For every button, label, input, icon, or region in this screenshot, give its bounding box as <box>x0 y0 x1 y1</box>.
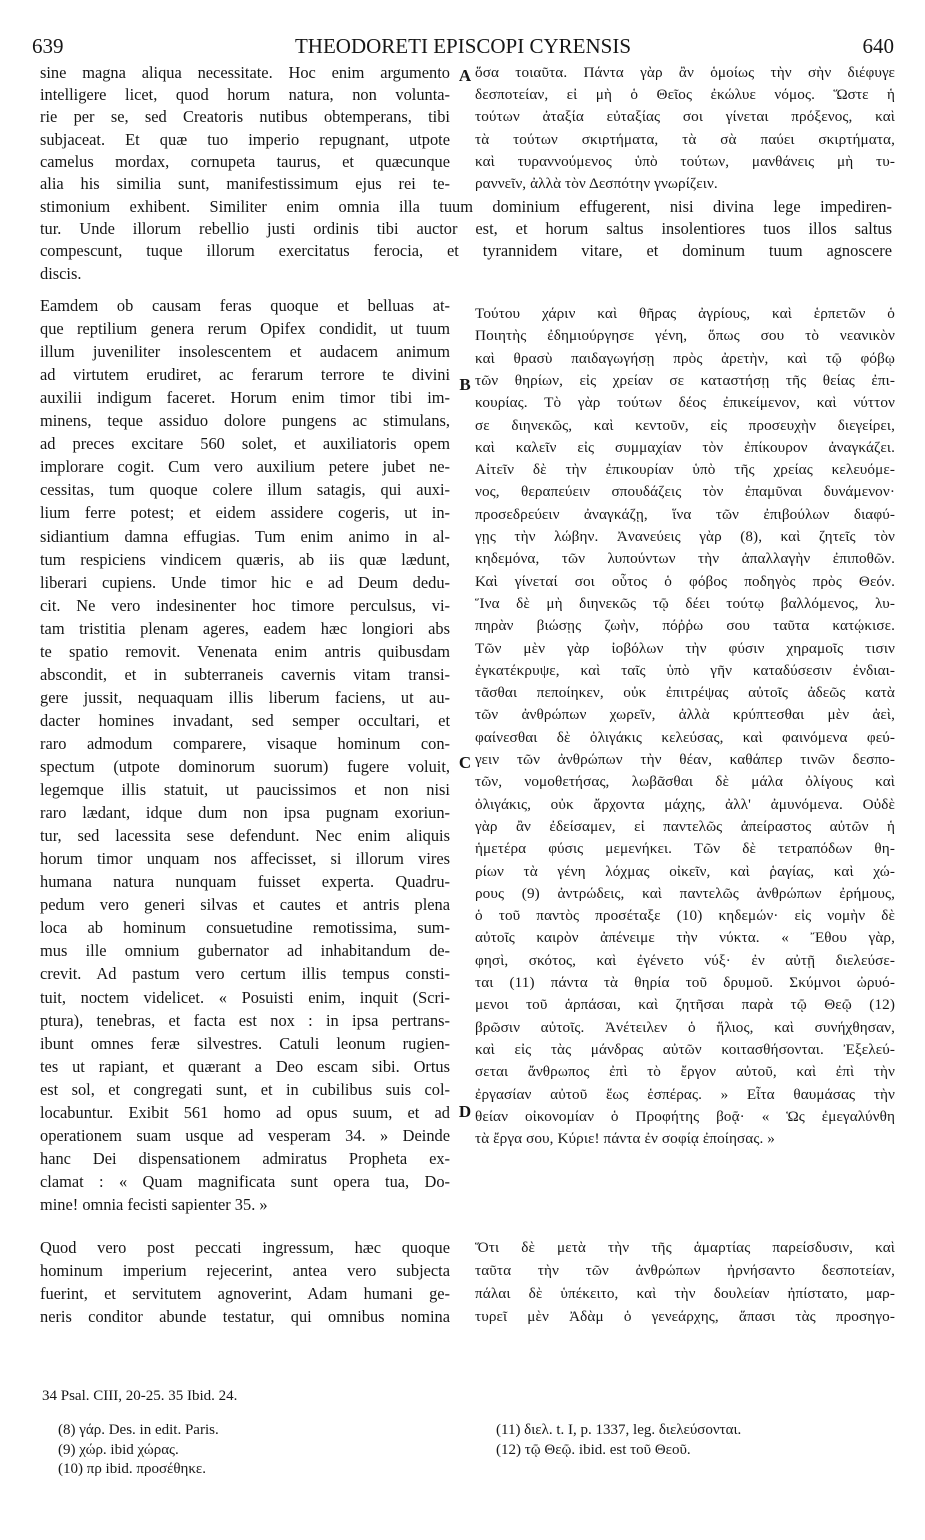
latin-line: hanc Dei dispensationem admiratus Propheta ex- <box>40 1148 450 1168</box>
greek-line: Τούτου χάριν καὶ θῆρας ἀγρίους, καὶ ἑρπετῶν ὁ <box>475 305 895 322</box>
latin-line: loca ab hominum consuetudine remotissima, sum- <box>40 918 450 938</box>
greek-line: σε διηνεκῶς, καὶ κεντοῦν, εἰς προσευχὴν διεγείρει, <box>475 416 895 434</box>
latin-line: est sol, et congregati sunt, et in cubilibus suis col- <box>40 1079 450 1099</box>
latin-line: neris conditor abunde testatur, qui omnibus nomina <box>40 1307 450 1326</box>
latin-line: pedum vero generi silvas et cautes et antris plena <box>40 895 450 915</box>
latin-line: cit. Ne vero indesinenter hoc timore perculsus, vi- <box>40 595 450 615</box>
greek-line: γῃς τὴν λώβην. Ἀνανεύεις γὰρ (8), καὶ ζητεῖς τὸν <box>475 528 895 545</box>
latin-line: camelus mordax, cornupeta taurus, et quæcunque <box>40 151 450 171</box>
greek-line: τῶν ἀνθρώπων χωρεῖν, ἀλλὰ κρύπτεσθαι μὲν ἀεὶ, <box>475 706 895 724</box>
greek-line: κουρίας. Τὸ γὰρ τούτων δέος ἐπικείμενον, καὶ νύττον <box>475 394 895 412</box>
scripture-references: 34 Psal. CIII, 20-25. 35 Ibid. 24. <box>42 1388 238 1404</box>
greek-line: πηρὰν βιώσῃς ζωὴν, πόῤῥω σου ταῦτα κατῴκισε. <box>475 617 895 635</box>
greek-line: νος, θεραπεύειν σπουδάζεις τὸν ἐπαμῦναι δυνάμενον· <box>475 483 895 501</box>
greek-line: θείαν οἰκονομίαν ὁ Προφήτης βοᾷ· « Ὡς ἐμεγαλύνθη <box>475 1107 895 1125</box>
latin-line: mine! omnia fecisti sapienter 35. » <box>40 1194 268 1214</box>
margin-mark-d: D <box>458 1102 472 1121</box>
latin-line: sine magna aliqua necessitate. Hoc enim argumento <box>40 63 450 82</box>
latin-line: liberari cupiens. Unde timor hic e ad Deum dedu- <box>40 572 450 592</box>
latin-line: crevit. Ad pastum vero certum illis tempus consti- <box>40 964 450 984</box>
greek-line: ταῦτα τὴν τῶν ἀνθρώπων ἠρνήσαντο δεσποτείαν, <box>475 1262 895 1279</box>
latin-line: tur. Unde illorum rebellio justi ordinis tibi auctor est, et horum saltus insolentiores tuos illos saltus <box>40 219 892 239</box>
latin-line: compescunt, tuque illorum exercitatus ferocia, et tyrannidem vitare, et dominum tuum agnoscere <box>40 241 892 261</box>
latin-line: fuerint, et servitutem agnoverint, Adam humani ge- <box>40 1284 450 1303</box>
footnote: (8) γάρ. Des. in edit. Paris. <box>58 1422 219 1438</box>
latin-line: tes ut rapiant, et quærant a Deo escam sibi. Ortus <box>40 1056 450 1076</box>
greek-line: φησὶ, σκότος, καὶ ἐγένετο νύξ· ἐν αὐτῇ διελεύσε- <box>475 951 895 969</box>
latin-line: lium ferre potest; et eidem assidere cogeris, ut in- <box>40 503 450 523</box>
latin-line: raro lædant, idque dum non ipsa pugnam exoriun- <box>40 803 450 823</box>
latin-line: cessitas, tum quoque colere illum satagis, qui auxi- <box>40 480 450 500</box>
greek-line: τούτων ἀταξία εὐταξίας σοι γίνεται πρόξενος, καὶ <box>475 108 895 126</box>
greek-line: δεσποτείαν, εἰ μὴ ὁ Θεῖος ἐκώλυε νόμος. Ὥστε ἡ <box>475 86 895 104</box>
latin-line: Quod vero post peccati ingressum, hæc quoque <box>40 1238 450 1257</box>
latin-line: tum respiciens vindicem quæris, ab iis quæ lædunt, <box>40 549 450 569</box>
latin-line: tam tristitia plenam ageres, eadem hæc longiori abs <box>40 618 450 638</box>
latin-line: minens, teque assiduo dolore pungens ac stimulans, <box>40 411 450 431</box>
latin-line: rie per se, sed Creatoris nutibus obtemperans, tibi <box>40 107 450 127</box>
latin-line: intelligere licet, quod horum natura, non volunta- <box>40 85 450 105</box>
latin-line: Eamdem ob causam feras quoque et belluas at- <box>40 296 450 315</box>
latin-line: illum juveniliter insolescentem et audacem animum <box>40 342 450 362</box>
greek-line: ἐργασίαν αὐτοῦ ἕως ἑσπέρας. » Εἶτα θαυμάσας τὴν <box>475 1085 895 1103</box>
greek-line: τυρεῖ μὲν Ἀδὰμ ὁ γενεάρχης, ἅπασι τὰς προσηγο- <box>475 1308 895 1325</box>
margin-mark-c: C <box>458 753 472 772</box>
latin-line: ptura), tenebras, et facta est nox : in ipsa pertrans- <box>40 1010 450 1030</box>
greek-line: τῶν θηρίων, εἰς χρείαν σε καταστήσῃ τῆς θείας ἐπι- <box>475 371 895 389</box>
latin-line: ibunt omnes feræ silvestres. Catuli leonum rugien- <box>40 1033 450 1053</box>
greek-line: γὰρ ἂν ἐδείσαμεν, εἰ παντελῶς ἀπείραστος αὐτῶν ἡ <box>475 817 895 835</box>
latin-line: sidiantium damna effugias. Tum enim animo in al- <box>40 526 450 546</box>
greek-line: ρίων τὰ γένη λόχμας οἰκεῖν, καὶ ῥαγίας, καὶ χώ- <box>475 862 895 880</box>
latin-line: horum timor unquam nos affecisset, si illorum vires <box>40 849 450 869</box>
latin-line: mus ille omnium gubernator ad inhabitandum de- <box>40 941 450 961</box>
latin-line: clamat : « Quam magnificata sunt opera tua, Do- <box>40 1171 450 1191</box>
latin-line: tur, sed lacessita sese defendunt. Nec enim aliquis <box>40 826 450 846</box>
latin-line: operationem suam usque ad vesperam 34. » Deinde <box>40 1125 450 1145</box>
greek-line: καὶ καλεῖν εἰς συμμαχίαν τὸν ἐπίκουρον ἀναγκάζει. <box>475 438 895 456</box>
greek-line: καὶ εἰς τὰς μάνδρας αὐτῶν κοιτασθήσονται. Ἐξελεύ- <box>475 1040 895 1058</box>
latin-line: stimonium exhibent. Similiter enim omnia illa tuum dominium effugerent, nisi divina lege impediren- <box>40 197 892 216</box>
greek-line: πάλαι δὲ ὑπέκειτο, καὶ τὴν δουλείαν ἠπίστατο, μαρ- <box>475 1285 895 1302</box>
greek-line: ὀλιγάκις, οὐκ ἄρχοντα μάχης, ἀλλ' ἀμυνόμενα. Οὐδὲ <box>475 795 895 813</box>
latin-line: que reptilium genera rerum Opifex condidit, ut tuum <box>40 319 450 339</box>
greek-line: ὅσα τοιαῦτα. Πάντα γὰρ ἂν ὁμοίως τὴν σὴν διέφυγε <box>475 64 895 81</box>
greek-line: βρῶσιν αὐτοῖς. Ἀνέτειλεν ὁ ἥλιος, καὶ συνήχθησαν, <box>475 1018 895 1036</box>
latin-line: raro admodum comparere, visaque hominum con- <box>40 733 450 753</box>
page-number-left: 639 <box>32 34 64 58</box>
greek-line: ται (11) πάντα τὰ θηρία τοῦ δρυμοῦ. Σκύμνοι ὠρυό- <box>475 974 895 991</box>
footnote: (11) διελ. t. I, p. 1337, leg. διελεύσονται. <box>496 1422 742 1438</box>
latin-line: te spatio removit. Venenata enim antris quibusdam <box>40 641 450 661</box>
latin-line: locabuntur. Exibit 561 homo ad opus suum, et ad <box>40 1102 450 1122</box>
greek-line: τῶν, νομοθετήσας, λωβᾶσθαι δὲ μάλα ὀλίγους καὶ <box>475 773 895 791</box>
latin-line: abscondit, et in subterraneis cavernis vitam transi- <box>40 664 450 684</box>
greek-line: ραννεῖν, ἀλλὰ τὸν Δεσπότην γνωρίζειν. <box>475 175 718 192</box>
greek-line: Ὅτι δὲ μετὰ τὴν τῆς ἁμαρτίας παρείσδυσιν, καὶ <box>475 1239 895 1256</box>
latin-line: ad virtutem erudiret, ac ferarum terrore te divini <box>40 365 450 385</box>
greek-line: τὰ ἔργα σου, Κύριε! πάντα ἐν σοφίᾳ ἐποίησας. » <box>475 1130 775 1148</box>
greek-line: Ἵνα δὲ μὴ διηνεκῶς τῷ δέει τούτῳ βαλλόμενος, λυ- <box>475 594 895 612</box>
latin-line: humana natura nunquam fuisset experta. Quadru- <box>40 872 450 892</box>
running-title: THEODORETI EPISCOPI CYRENSIS <box>294 34 632 58</box>
greek-line: Τῶν μὲν γὰρ ἰοβόλων τὴν φύσιν χηραμοῖς τισιν <box>475 639 895 657</box>
latin-line: hominum imperium rejecerint, antea vero subjecta <box>40 1261 450 1280</box>
running-header <box>32 34 894 60</box>
footnote: (10) πρ ibid. προσέθηκε. <box>58 1461 206 1477</box>
greek-line: γειν τῶν ἀνθρώπων τὴν θέαν, καθάπερ τινῶν δεσπο- <box>475 751 895 768</box>
latin-line: auxilii indigum faceret. Horum enim timor tibi im- <box>40 388 450 408</box>
margin-mark-a: A <box>458 66 472 85</box>
greek-line: προσεδρεύειν ἀναγκάζῃ, ἵνα τῶν ἐπιβούλων διαφύ- <box>475 505 895 523</box>
greek-line: αὐτοῖς καιρὸν ἀπένειμε τὴν νύκτα. « Ἔθου γὰρ, <box>475 929 895 947</box>
page-number-right: 640 <box>862 34 894 58</box>
latin-line: gere jussit, nequaquam illis liberum faciens, ut au- <box>40 687 450 707</box>
greek-line: κηδεμόνα, τῶν λυπούντων τὴν ἀπαλλαγὴν ἐπιποθῶν. <box>475 550 895 568</box>
greek-line: ἡμετέρα φύσις μεμενήκει. Τῶν δὲ τετραπόδων θη- <box>475 840 895 858</box>
greek-line: ρους (9) ἀντρώδεις, καὶ παντελῶς ἀνθρώπων ἐρήμους, <box>475 884 895 902</box>
latin-line: implorare cogit. Cum vero auxilium petere jubet ne- <box>40 457 450 477</box>
greek-line: σεται ἄνθρωπος ἐπὶ τὸ ἔργον αὐτοῦ, καὶ ἐπὶ τὴν <box>475 1063 895 1081</box>
latin-line: dacter homines invadant, sed semper occultari, et <box>40 710 450 730</box>
latin-line: subjaceat. Et quæ tuo imperio repugnant, utpote <box>40 129 450 149</box>
greek-line: Αἰτεῖν δὲ τὴν ἐπικουρίαν ὑπὸ τῆς χρείας κελευόμε- <box>475 461 895 479</box>
greek-line: φαίνεσθαι δὲ ὀλιγάκις κελεύσας, καὶ φαινόμενα φεύ- <box>475 728 895 746</box>
greek-line: καὶ θρασὺ παιδαγωγήσῃ πρὸς ἀρετὴν, καὶ τῷ φόβῳ <box>475 349 895 367</box>
greek-line: ἐγκατέκρυψε, καὶ ταῖς ὑπὸ γῆν καταδύσεσιν ἐνδιαι- <box>475 661 895 679</box>
margin-mark-b: B <box>459 375 471 394</box>
latin-line: tuit, noctem videlicet. « Posuisti enim, inquit (Scri- <box>40 987 450 1007</box>
latin-line: alia his similia sunt, manifestissimum ejus rei te- <box>40 174 450 193</box>
latin-line: ad preces excitare 560 solet, et auxiliatoris opem <box>40 434 450 454</box>
greek-line: τᾶσθαι πεποίηκεν, οὐκ ἐπιτρέψας αὐτοῖς ἀδεῶς κατὰ <box>475 684 895 702</box>
greek-line: Καὶ γίνεταί σοι οὗτος ὁ φόβος ποδηγὸς πρὸς Θεόν. <box>475 572 895 590</box>
latin-line: legemque illis statuit, ut paucissimos et non nisi <box>40 780 450 800</box>
footnote: (9) χώρ. ibid χώρας. <box>58 1441 179 1458</box>
greek-line: ὁ τοῦ παντὸς προσέταξε (10) κηδεμών· εἰς νομὴν δὲ <box>475 907 895 925</box>
greek-line: καὶ τυραννούμενος ὑπὸ τούτων, μανθάνεις μὴ τυ- <box>475 152 895 170</box>
greek-line: Ποιητὴς ἐδημιούργησε γένη, ὅπως σου τὸ νεανικὸν <box>475 327 895 345</box>
latin-line: spectum (utpote dominorum suorum) fugere voluit, <box>40 757 450 776</box>
greek-line: μενοι τοῦ ἁρπάσαι, καὶ ζητῆσαι παρὰ τῷ Θεῷ (12) <box>475 996 895 1014</box>
latin-line: discis. <box>40 263 82 283</box>
footnote: (12) τῷ Θεῷ. ibid. est τοῦ Θεοῦ. <box>496 1441 691 1458</box>
greek-line: τὰ τούτων σκιρτήματα, τὰ σὰ παύει σκιρτήματα, <box>475 130 895 148</box>
